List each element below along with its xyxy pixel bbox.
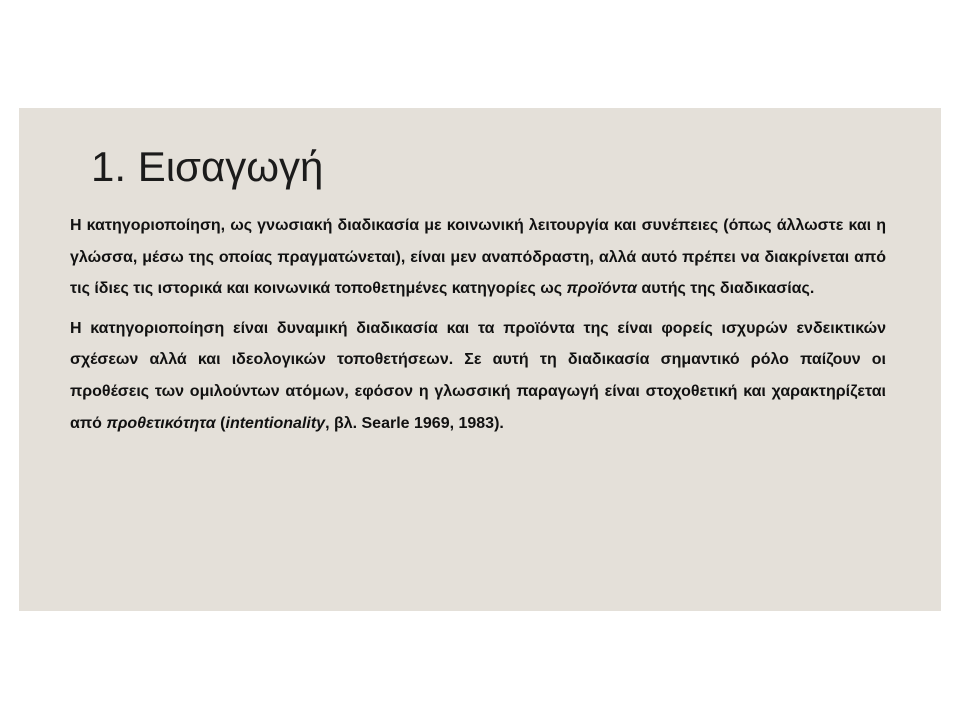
paragraph-2-citation: , βλ. Searle 1969, 1983). — [325, 414, 504, 432]
paragraph-2-text: Η κατηγοριοποίηση είναι δυναμική διαδικασία και τα προϊόντα της είναι φορείς ισχυρών ενδεικτικών σχέσεων αλλά και ιδεολογικών τοποθετήσεων. Σε αυτή τη διαδικασία σημαντικό ρόλο παίζουν οι προθέσεις των ομιλούντων ατόμων, εφόσον η γλωσσική παραγωγή είναι στοχοθετική και χαρακτηρίζεται από — [70, 319, 886, 432]
paragraph-2-emphasis: προθετικότητα — [106, 414, 216, 432]
paragraph-2 — [70, 313, 886, 439]
slide-body — [70, 210, 886, 439]
paragraph-2-term: intentionality — [225, 414, 326, 432]
paragraph-1 — [70, 210, 886, 305]
paragraph-1-text: Η κατηγοριοποίηση, ως γνωσιακή διαδικασία με κοινωνική λειτουργία και συνέπειες (όπως άλλωστε και η γλώσσα, μέσω της οποίας πραγματώνεται), είναι μεν αναπόδραστη, αλλά αυτό πρέπει να διακρίνεται από τις ίδιες τις ιστορικά και κοινωνικά τοποθετημένες κατηγορίες ως — [70, 217, 886, 298]
paragraph-2-paren: ( — [215, 414, 226, 432]
paragraph-1-emphasis: προϊόντα — [566, 280, 637, 298]
slide-title: 1. Εισαγωγή — [91, 143, 324, 190]
paragraph-1-text-end: αυτής της διαδικασίας. — [636, 280, 815, 298]
